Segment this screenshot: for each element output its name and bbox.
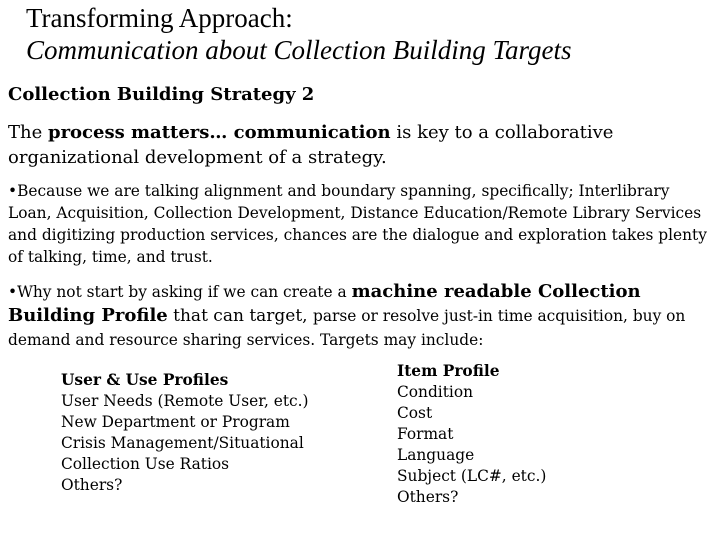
bullet-profile bbox=[8, 280, 714, 352]
item-profile-heading: Item Profile bbox=[397, 362, 500, 380]
intro-lead: The bbox=[8, 122, 48, 143]
slide-subtitle: Communication about Collection Building Targets bbox=[26, 35, 572, 65]
list-item: Language bbox=[397, 446, 475, 464]
list-item: New Department or Program bbox=[61, 413, 290, 431]
bullet-profile-rest: parse or resolve just-in time acquisition, buy on demand and resource sharing services. Targets may include: bbox=[8, 307, 686, 349]
list-item: Others? bbox=[397, 488, 459, 506]
bullet-profile-emphasis: machine readable Collection Building Profile bbox=[8, 281, 641, 326]
list-item: Format bbox=[397, 425, 454, 443]
user-use-profiles-list bbox=[61, 370, 309, 496]
list-item: Cost bbox=[397, 404, 433, 422]
list-item: Crisis Management/Situational bbox=[61, 434, 304, 452]
list-item: Collection Use Ratios bbox=[61, 455, 230, 473]
list-item: Condition bbox=[397, 383, 474, 401]
user-use-profiles-heading: User & Use Profiles bbox=[61, 371, 229, 389]
list-item: Subject (LC#, etc.) bbox=[397, 467, 547, 485]
intro-rest: is key to a collaborative organizational development of a strategy. bbox=[8, 122, 614, 168]
intro-paragraph bbox=[8, 120, 708, 170]
bullet-profile-lead: •Why not start by asking if we can create a bbox=[8, 283, 352, 301]
list-item: User Needs (Remote User, etc.) bbox=[61, 392, 309, 410]
slide-title: Transforming Approach: bbox=[26, 3, 293, 33]
list-item: Others? bbox=[61, 476, 123, 494]
section-heading: Collection Building Strategy 2 bbox=[8, 84, 315, 105]
bullet-profile-mid: that can target, bbox=[167, 306, 313, 326]
intro-emphasis: process matters… communication bbox=[47, 122, 391, 143]
item-profile-list bbox=[397, 361, 546, 508]
bullet-alignment: •Because we are talking alignment and boundary spanning, specifically; Interlibrary Loan, Acquisition, Collection Development, Distance Education/Remote Library Services and digitizing production services, chances are the dialogue and exploration takes plenty of talking, time, and trust. bbox=[8, 182, 707, 266]
